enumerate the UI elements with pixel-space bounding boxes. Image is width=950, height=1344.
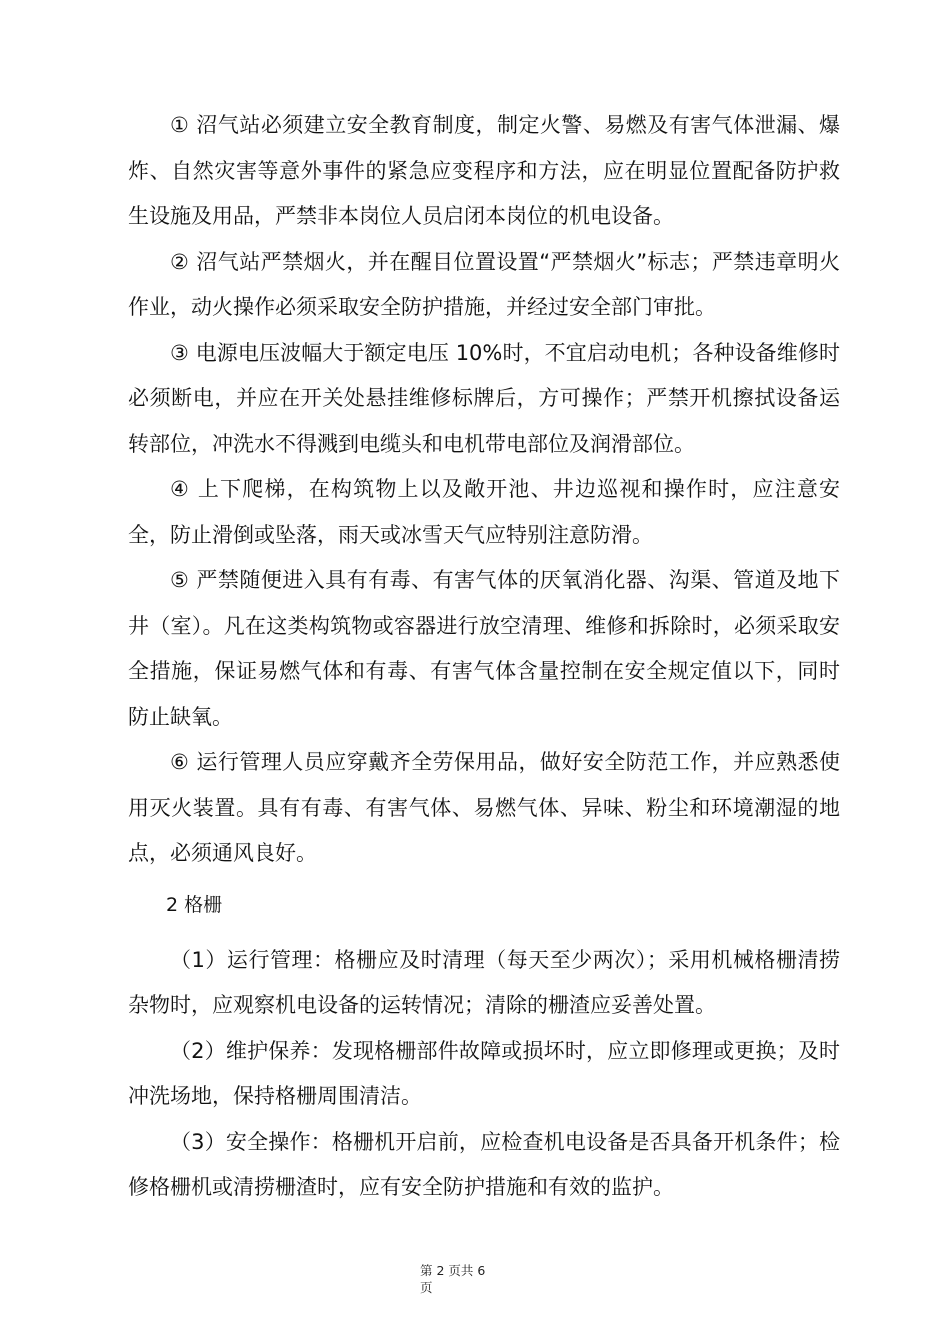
section-paragraph-safety: （3）安全操作：格栅机开启前，应检查机电设备是否具备开机条件；检修格栅机或清捞栅渣时，应有安全防护措施和有效的监护。: [128, 1129, 840, 1199]
paragraph-item-4: ④ 上下爬梯，在构筑物上以及敞开池、井边巡视和操作时，应注意安全，防止滑倒或坠落，雨天或冰雪天气应特别注意防滑。: [128, 477, 840, 547]
document-body: [128, 103, 840, 1211]
paragraph-item-2: ② 沼气站严禁烟火，并在醒目位置设置“严禁烟火”标志；严禁违章明火作业，动火操作必须采取安全防护措施，并经过安全部门审批。: [128, 249, 840, 319]
section-paragraph-operation: （1）运行管理：格栅应及时清理（每天至少两次）；采用机械格栅清捞杂物时，应观察机电设备的运转情况；清除的栅渣应妥善处置。: [128, 947, 840, 1017]
section-heading-grating: 2 格栅: [166, 893, 223, 916]
paragraph-item-1: ① 沼气站必须建立安全教育制度，制定火警、易燃及有害气体泄漏、爆炸、自然灾害等意外事件的紧急应变程序和方法，应在明显位置配备防护救生设施及用品，严禁非本岗位人员启闭本岗位的机电设备。: [128, 113, 840, 228]
section-paragraph-maintenance: （2）维护保养：发现格栅部件故障或损坏时，应立即修理或更换；及时冲洗场地，保持格栅周围清洁。: [128, 1038, 840, 1108]
page-number-line-1: 第 2 页共 6: [420, 1263, 486, 1278]
page-number-footer: [420, 1262, 530, 1296]
paragraph-item-3: ③ 电源电压波幅大于额定电压 10%时，不宜启动电机；各种设备维修时必须断电，并应在开关处悬挂维修标牌后，方可操作；严禁开机擦拭设备运转部位，冲洗水不得溅到电缆头和电机带电部位及润滑部位。: [128, 340, 840, 456]
paragraph-item-6: ⑥ 运行管理人员应穿戴齐全劳保用品，做好安全防范工作，并应熟悉使用灭火装置。具有有毒、有害气体、易燃气体、异味、粉尘和环境潮湿的地点，必须通风良好。: [128, 750, 840, 865]
paragraph-item-5: ⑤ 严禁随便进入具有有毒、有害气体的厌氧消化器、沟渠、管道及地下井（室）。凡在这类构筑物或容器进行放空清理、维修和拆除时，必须采取安全措施，保证易燃气体和有毒、有害气体含量控制在安全规定值以下，同时防止缺氧。: [128, 568, 840, 729]
page-number-line-2: 页: [420, 1280, 433, 1295]
